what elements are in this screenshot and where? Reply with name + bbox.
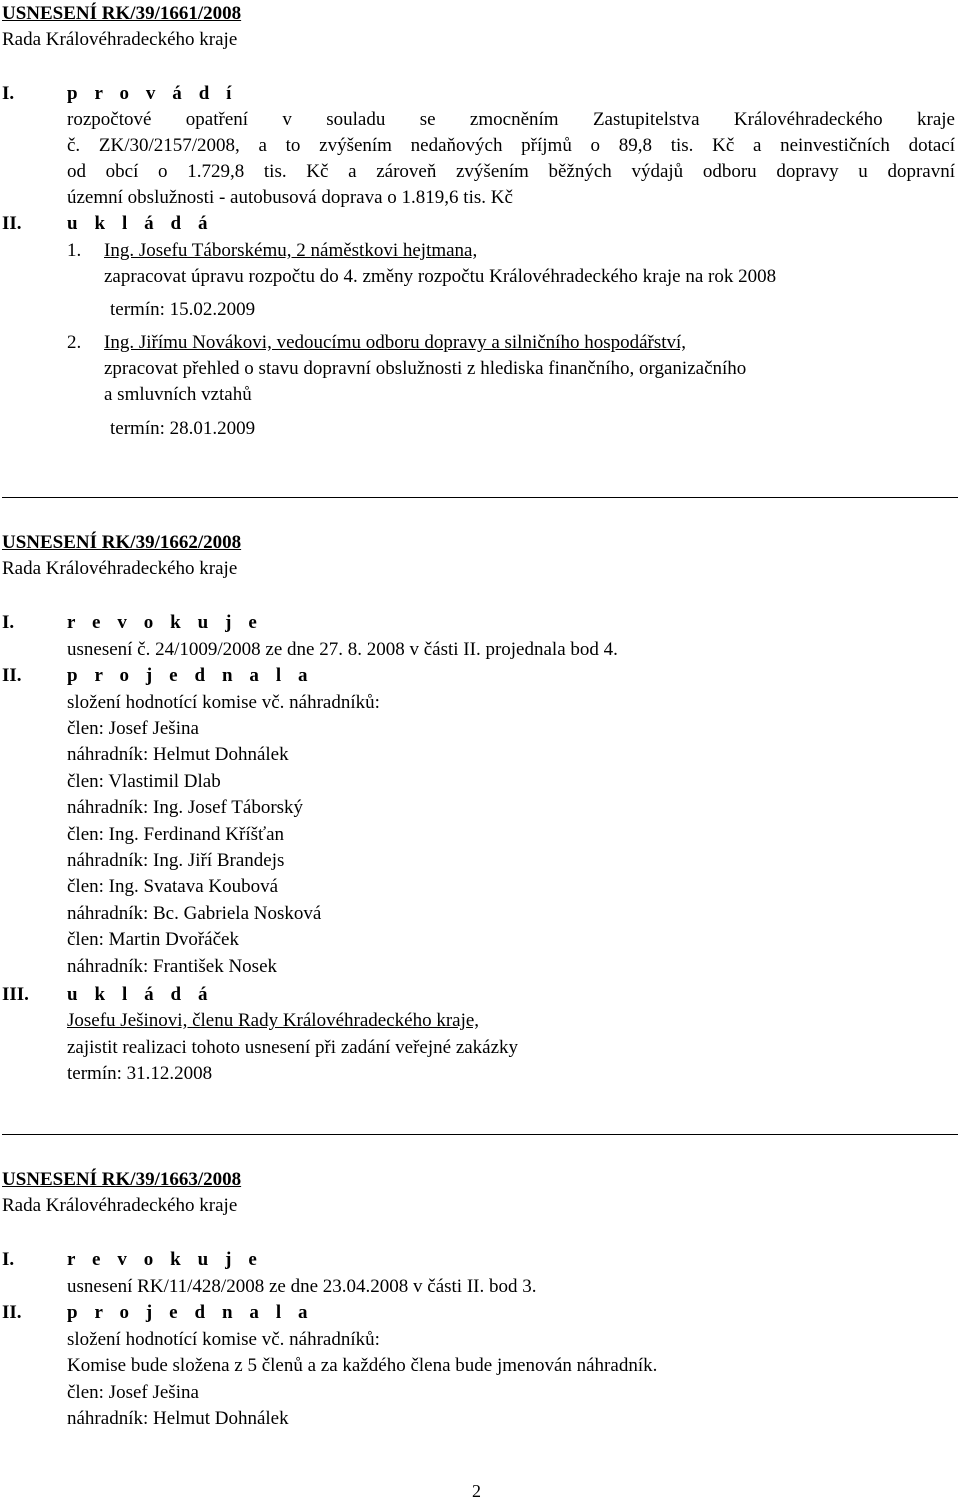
r3-member-line: náhradník: Helmut Dohnálek <box>67 1408 289 1429</box>
r3-committee-intro: složení hodnotící komise vč. náhradníků: <box>67 1329 380 1350</box>
section-divider <box>2 1134 958 1135</box>
r2-committee-intro: složení hodnotící komise vč. náhradníků: <box>67 692 380 713</box>
r3-section-1-label: I. <box>2 1249 15 1270</box>
resolution-1661-heading: USNESENÍ RK/39/1661/2008 <box>2 3 242 24</box>
section-divider <box>2 497 958 498</box>
r1-task-2-number: 2. <box>67 332 82 353</box>
r2-section-3-verb: u k l á d á <box>67 984 214 1005</box>
r2-member-line: náhradník: Helmut Dohnálek <box>67 744 289 765</box>
r2-member-line: člen: Ing. Ferdinand Kříšťan <box>67 824 285 845</box>
r1-text-line-4: územní obslužnosti - autobusová doprava o 1.819,6 tis. Kč <box>67 187 513 208</box>
r1-task-1-number: 1. <box>67 240 82 261</box>
r1-task-2-text-line-2: a smluvních vztahů <box>104 384 252 405</box>
resolution-1661-council: Rada Královéhradeckého kraje <box>2 29 238 50</box>
r2-member-line: náhradník: Ing. Jiří Brandejs <box>67 850 285 871</box>
r2-member-line: náhradník: Bc. Gabriela Nosková <box>67 903 322 924</box>
r1-task-2-text-line-1: zpracovat přehled o stavu dopravní obslužnosti z hlediska finančního, organizačního <box>104 358 747 379</box>
r3-section-1-text: usnesení RK/11/428/2008 ze dne 23.04.2008 v části II. bod 3. <box>67 1276 537 1297</box>
r1-task-1-person: Ing. Josefu Táborskému, 2 náměstkovi hejtmana, <box>104 240 478 261</box>
r1-text-line-3: od obcí o 1.729,8 tis. Kč a zároveň zvýšením běžných výdajů odboru dopravy u dopravní <box>67 161 955 182</box>
r2-section-2-verb: p r o j e d n a l a <box>67 665 314 686</box>
r1-task-1-text: zapracovat úpravu rozpočtu do 4. změny rozpočtu Královéhradeckého kraje na rok 2008 <box>104 266 777 287</box>
r1-section-1-verb: p r o v á d í <box>67 83 238 104</box>
r2-member-line: člen: Ing. Svatava Koubová <box>67 876 279 897</box>
r3-member-line: člen: Josef Ješina <box>67 1382 199 1403</box>
r2-member-line: náhradník: František Nosek <box>67 956 278 977</box>
r1-section-2-label: II. <box>2 213 22 234</box>
r3-section-1-verb: r e v o k u j e <box>67 1249 263 1270</box>
r2-section-1-label: I. <box>2 612 15 633</box>
r1-task-1-deadline: termín: 15.02.2009 <box>110 299 256 320</box>
r3-section-2-label: II. <box>2 1302 22 1323</box>
r2-section-1-verb: r e v o k u j e <box>67 612 263 633</box>
r1-text-line-2: č. ZK/30/2157/2008, a to zvýšením nedaňových příjmů o 89,8 tis. Kč a neinvestičních dotací <box>67 135 955 156</box>
r2-section-1-text: usnesení č. 24/1009/2008 ze dne 27. 8. 2008 v části II. projednala bod 4. <box>67 639 618 660</box>
r1-section-2-verb: u k l á d á <box>67 213 214 234</box>
r2-member-line: člen: Josef Ješina <box>67 718 199 739</box>
r1-section-1-label: I. <box>2 83 15 104</box>
resolution-1662-council: Rada Královéhradeckého kraje <box>2 558 238 579</box>
r2-section-3-person: Josefu Ješinovi, členu Rady Královéhradeckého kraje, <box>67 1010 480 1031</box>
r2-section-3-label: III. <box>2 984 29 1005</box>
r1-task-2-person: Ing. Jiřímu Novákovi, vedoucímu odboru dopravy a silničního hospodářství, <box>104 332 687 353</box>
r3-committee-text: Komise bude složena z 5 členů a za každého člena bude jmenován náhradník. <box>67 1355 658 1376</box>
r2-member-line: člen: Martin Dvořáček <box>67 929 239 950</box>
r1-text-line-1: rozpočtové opatření v souladu se zmocněním Zastupitelstva Královéhradeckého kraje <box>67 109 955 130</box>
r2-section-2-label: II. <box>2 665 22 686</box>
r2-member-line: člen: Vlastimil Dlab <box>67 771 221 792</box>
resolution-1662-heading: USNESENÍ RK/39/1662/2008 <box>2 532 242 553</box>
r1-task-2-deadline: termín: 28.01.2009 <box>110 418 256 439</box>
r2-section-3-deadline: termín: 31.12.2008 <box>67 1063 213 1084</box>
r2-section-3-task: zajistit realizaci tohoto usnesení při zadání veřejné zakázky <box>67 1037 519 1058</box>
resolution-1663-council: Rada Královéhradeckého kraje <box>2 1195 238 1216</box>
r2-member-line: náhradník: Ing. Josef Táborský <box>67 797 304 818</box>
r3-section-2-verb: p r o j e d n a l a <box>67 1302 314 1323</box>
resolution-1663-heading: USNESENÍ RK/39/1663/2008 <box>2 1169 242 1190</box>
page-number: 2 <box>472 1481 481 1501</box>
